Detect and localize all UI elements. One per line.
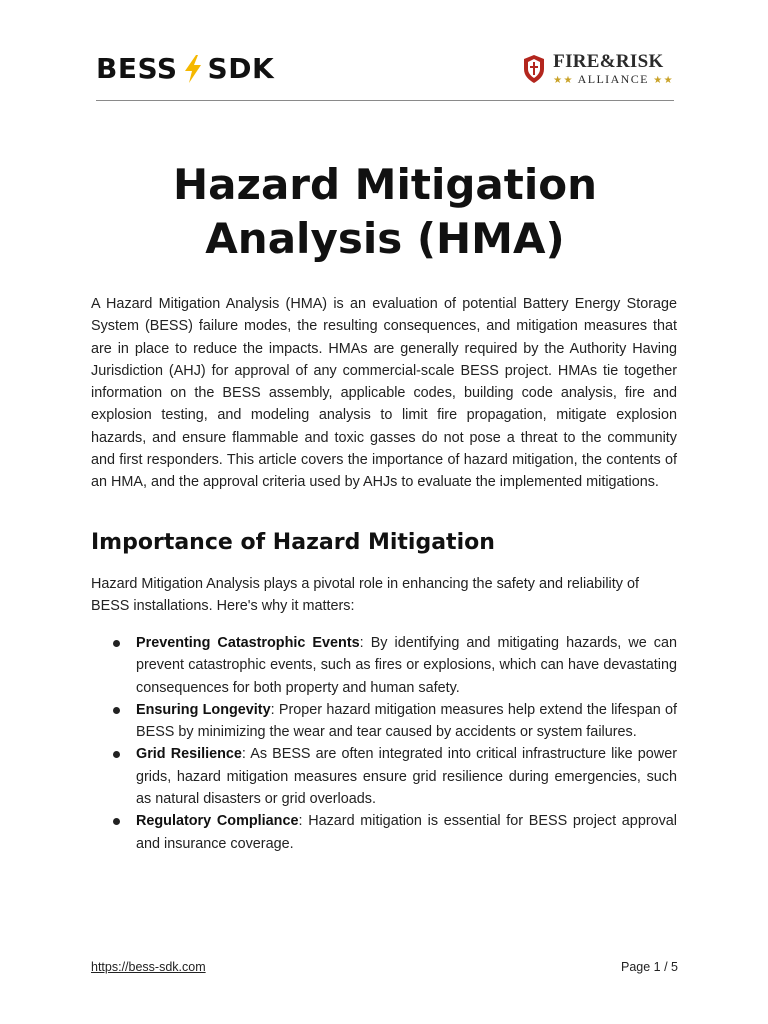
page-number: Page 1 / 5 — [621, 960, 678, 974]
bullet-text: : Proper hazard mitigation measures help extend the lifespan of BESS by minimizing the wear and tear caused by accidents or system failures. — [136, 701, 677, 741]
lightning-bolt-icon — [182, 54, 204, 84]
bullet-term: Preventing Catastrophic Events — [136, 635, 360, 651]
logo-text-bess: BESS — [96, 52, 178, 85]
intro-paragraph: A Hazard Mitigation Analysis (HMA) is an evaluation of potential Battery Energy Storage System (BESS) failure modes, the resulting consequences, and mitigation measures that are in place to reduce the impacts. HMAs are generally required by the Authority Having Jurisdiction (AHJ) for approval of any commercial-scale BESS project. HMAs tie together information on the BESS assembly, applicable codes, building code analysis, fire and explosion testing, and modeling analysis to limit fire propagation, mitigate explosion hazards, and ensure flammable and toxic gasses do not pose a threat to the community and first responders. This article covers the importance of hazard mitigation, the contents of an HMA, and the approval criteria used by AHJs to evaluate the implemented mitigations. — [91, 296, 677, 491]
list-item — [91, 810, 677, 855]
bess-sdk-logo[interactable] — [96, 52, 274, 85]
bullet-icon — [113, 818, 120, 825]
page-title — [96, 158, 674, 266]
list-item — [91, 699, 677, 744]
shield-icon — [523, 54, 545, 84]
page-header — [96, 52, 674, 88]
list-item — [91, 743, 677, 810]
bullet-icon — [113, 707, 120, 714]
bullet-term: Regulatory Compliance — [136, 813, 299, 830]
footer-website-link[interactable]: https://bess-sdk.com — [91, 960, 206, 974]
logo-text-alliance-row — [553, 73, 674, 86]
header-divider — [96, 100, 674, 101]
section-intro-paragraph: Hazard Mitigation Analysis plays a pivotal role in enhancing the safety and reliability of BESS installations. Here's why it matters: — [91, 576, 639, 615]
star-icon: ★★ — [653, 75, 674, 86]
bullet-icon — [113, 640, 120, 647]
star-icon: ★★ — [553, 75, 574, 86]
fire-risk-alliance-logo[interactable] — [523, 52, 674, 86]
bullet-text: : By identifying and mitigating hazards, we can prevent catastrophic events, such as fires or explosions, which can have devastating consequences for both property and human safety. — [136, 635, 677, 696]
bullet-icon — [113, 751, 120, 758]
section-heading: Importance of Hazard Mitigation — [91, 530, 495, 555]
logo-text-fire-risk: FIRE&RISK — [553, 51, 664, 72]
bullet-term: Grid Resilience — [136, 746, 242, 763]
title-line-1: Hazard Mitigation — [173, 160, 597, 209]
list-item — [91, 632, 677, 699]
logo-text-sdk: SDK — [207, 52, 275, 85]
importance-bullet-list — [91, 632, 677, 855]
logo-text-alliance: ALLIANCE — [577, 72, 649, 86]
bullet-term: Ensuring Longevity — [136, 701, 271, 718]
bullet-text: : As BESS are often integrated into critical infrastructure like power grids, hazard mitigation measures ensure grid resilience during emergencies, such as natural disasters or grid overloads. — [136, 746, 677, 808]
title-line-2: Analysis (HMA) — [205, 214, 565, 263]
bullet-text: : Hazard mitigation is essential for BESS project approval and insurance coverage. — [136, 813, 678, 852]
